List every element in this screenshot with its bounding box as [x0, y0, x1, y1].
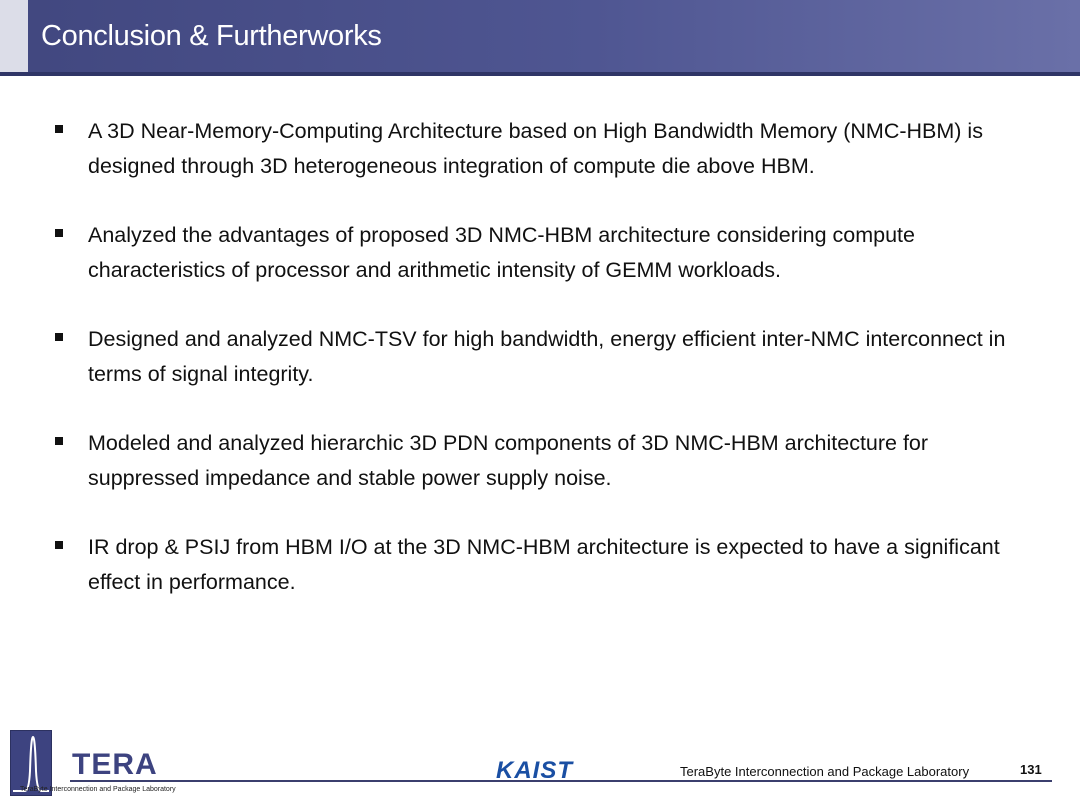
page-number: 131 [1020, 762, 1042, 777]
bullet-text: Modeled and analyzed hierarchic 3D PDN components of 3D NMC-HBM architecture for suppressed impedance and stable power supply noise. [88, 431, 929, 490]
bullet-item [52, 530, 1042, 600]
square-bullet-icon [55, 125, 63, 133]
bullet-text: IR drop & PSIJ from HBM I/O at the 3D NMC-HBM architecture is expected to have a significant effect in performance. [88, 535, 1000, 594]
bullet-item [52, 426, 1042, 496]
square-bullet-icon [55, 437, 63, 445]
bullet-item [52, 114, 1042, 184]
slide-title: Conclusion & Furtherworks [41, 20, 382, 52]
square-bullet-icon [55, 229, 63, 237]
bullet-text: Designed and analyzed NMC-TSV for high bandwidth, energy efficient inter-NMC interconnect in terms of signal integrity. [88, 327, 1006, 386]
square-bullet-icon [55, 333, 63, 341]
bullet-item [52, 322, 1042, 392]
lab-name: TeraByte Interconnection and Package Laboratory [680, 764, 970, 779]
bullet-item [52, 218, 1042, 288]
bullet-text: A 3D Near-Memory-Computing Architecture based on High Bandwidth Memory (NMC-HBM) is designed through 3D heterogeneous integration of compute die above HBM. [88, 119, 983, 178]
header-tab [0, 0, 28, 72]
tera-logo-subtitle: TeraByte Interconnection and Package Laboratory [20, 786, 176, 793]
tera-logo-text: TERA [72, 748, 158, 781]
square-bullet-icon [55, 541, 63, 549]
kaist-logo: KAIST [496, 757, 573, 784]
slide-header [0, 0, 1080, 72]
bullet-text: Analyzed the advantages of proposed 3D NMC-HBM architecture considering compute characteristics of processor and arithmetic intensity of GEMM workloads. [88, 223, 915, 282]
header-divider [0, 72, 1080, 76]
bullet-list [52, 114, 1042, 634]
